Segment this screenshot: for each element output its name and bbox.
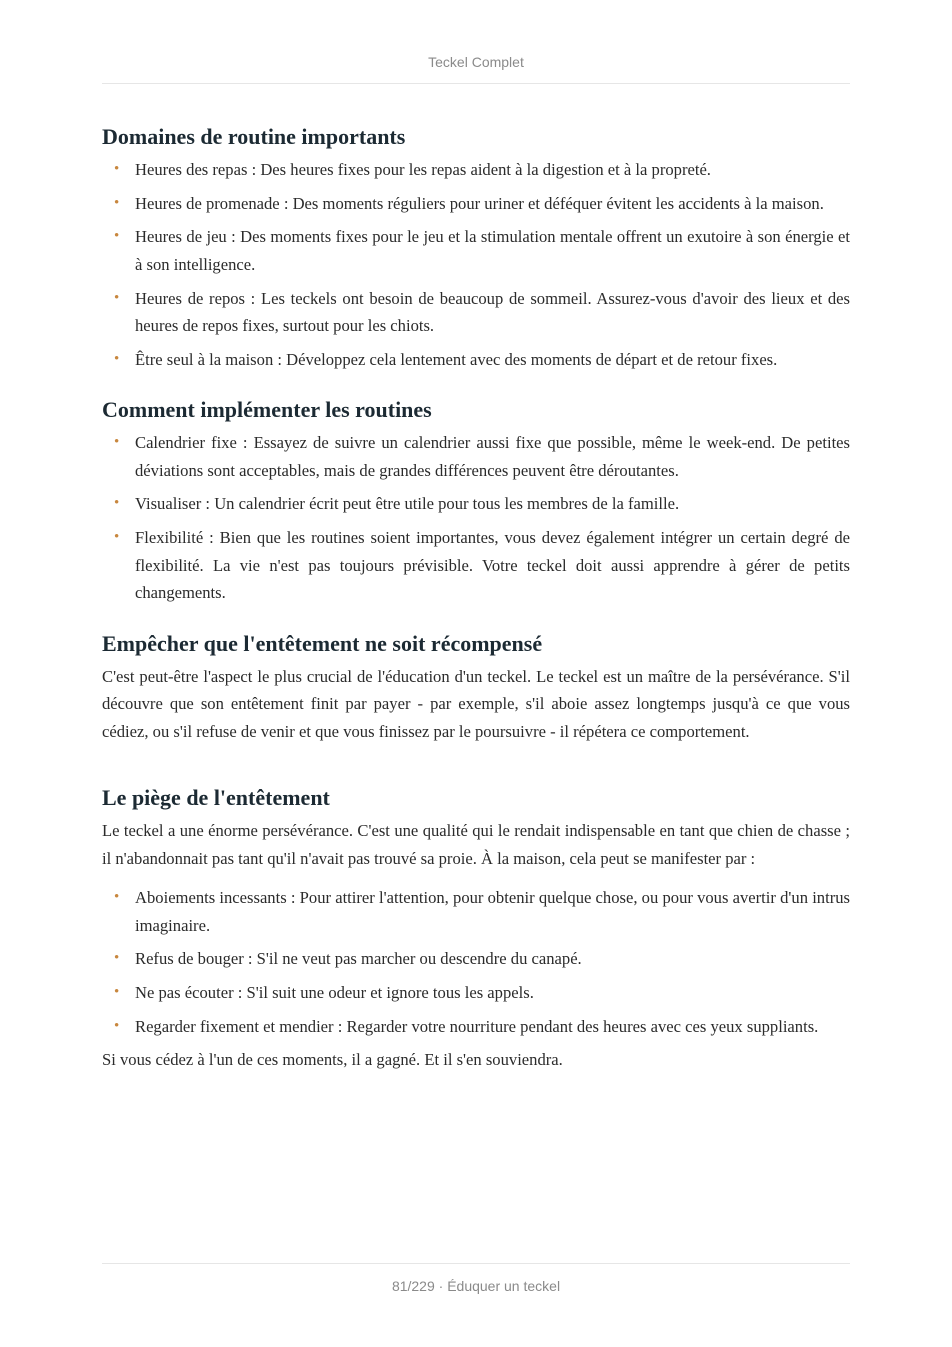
- bullet-icon: •: [114, 495, 120, 512]
- section-heading: Le piège de l'entêtement: [102, 785, 330, 811]
- section-heading: Comment implémenter les routines: [102, 397, 432, 423]
- bullet-icon: •: [114, 889, 120, 906]
- bullet-list: [102, 156, 850, 373]
- bullet-icon: •: [114, 194, 120, 211]
- list-item: • Être seul à la maison : Développez cela lentement avec des moments de départ et de retour fixes.: [102, 346, 850, 374]
- list-item: • Heures de repos : Les teckels ont besoin de beaucoup de sommeil. Assurez-vous d'avoir des lieux et des heures de repos fixes, surtout pour les chiots.: [102, 285, 850, 340]
- list-item: • Heures de jeu : Des moments fixes pour le jeu et la stimulation mentale offrent un exutoire à son énergie et à son intelligence.: [102, 223, 850, 278]
- bullet-icon: •: [114, 529, 120, 546]
- paragraph: C'est peut-être l'aspect le plus crucial de l'éducation d'un teckel. Le teckel est un maître de la persévérance. S'il découvre que son entêtement finit par payer - par exemple, s'il aboie assez longtemps jusqu'à ce que vous cédiez, ou s'il refuse de venir et que vous finissez par le poursuivre - il répétera ce comportement.: [102, 666, 850, 741]
- running-title: Teckel Complet: [428, 54, 524, 70]
- list-item: • Flexibilité : Bien que les routines soient importantes, vous devez également intégrer un certain degré de flexibilité. La vie n'est pas toujours prévisible. Votre teckel doit aussi apprendre à gérer de petits changements.: [102, 524, 850, 607]
- section-implement-routines: [102, 394, 850, 606]
- bullet-icon: •: [114, 950, 120, 967]
- bullet-icon: •: [114, 434, 120, 451]
- section-heading: Domaines de routine importants: [102, 124, 406, 149]
- bullet-icon: •: [114, 350, 120, 367]
- section-stubbornness-trap: [102, 782, 850, 1074]
- bullet-icon: •: [114, 228, 120, 245]
- list-item: • Regarder fixement et mendier : Regarder votre nourriture pendant des heures avec ces yeux suppliants.: [102, 1013, 850, 1041]
- paragraph: Le teckel a une énorme persévérance. C'est une qualité qui le rendait indispensable en tant que chien de chasse ; il n'abandonnait pas tant qu'il n'avait pas trouvé sa proie. À la maison, cela peut se manifester par :: [102, 821, 850, 868]
- list-item: • Heures de promenade : Des moments réguliers pour uriner et déféquer évitent les accidents à la maison.: [102, 190, 850, 218]
- bullet-icon: •: [114, 984, 120, 1000]
- list-item: • Aboiements incessants : Pour attirer l'attention, pour obtenir quelque chose, ou pour vous avertir d'un intrus imaginaire.: [102, 884, 850, 939]
- page-footer: [102, 1263, 850, 1296]
- page-header: [102, 52, 850, 84]
- section-prevent-reward: [102, 628, 850, 746]
- page-number: 81/229 · Éduquer un teckel: [391, 1278, 561, 1294]
- bullet-icon: •: [114, 161, 120, 177]
- bullet-icon: •: [114, 1017, 120, 1034]
- list-item: • Heures des repas : Des heures fixes pour les repas aident à la digestion et à la propreté.: [102, 156, 850, 184]
- bullet-list: [102, 884, 850, 1040]
- bullet-icon: •: [114, 289, 120, 306]
- page-content: [102, 121, 850, 1074]
- section-routine-areas: [102, 121, 850, 373]
- list-item: • Ne pas écouter : S'il suit une odeur et ignore tous les appels.: [102, 979, 850, 1007]
- section-heading: Empêcher que l'entêtement ne soit récompensé: [102, 630, 543, 656]
- bullet-list: [102, 429, 850, 606]
- closing-paragraph: Si vous cédez à l'un de ces moments, il a gagné. Et il s'en souviendra.: [102, 1050, 563, 1070]
- list-item: • Calendrier fixe : Essayez de suivre un calendrier aussi fixe que possible, même le week-end. De petites déviations sont acceptables, mais de grandes différences peuvent être déroutantes.: [102, 429, 850, 484]
- list-item: • Refus de bouger : S'il ne veut pas marcher ou descendre du canapé.: [102, 945, 850, 973]
- list-item: • Visualiser : Un calendrier écrit peut être utile pour tous les membres de la famille.: [102, 490, 850, 518]
